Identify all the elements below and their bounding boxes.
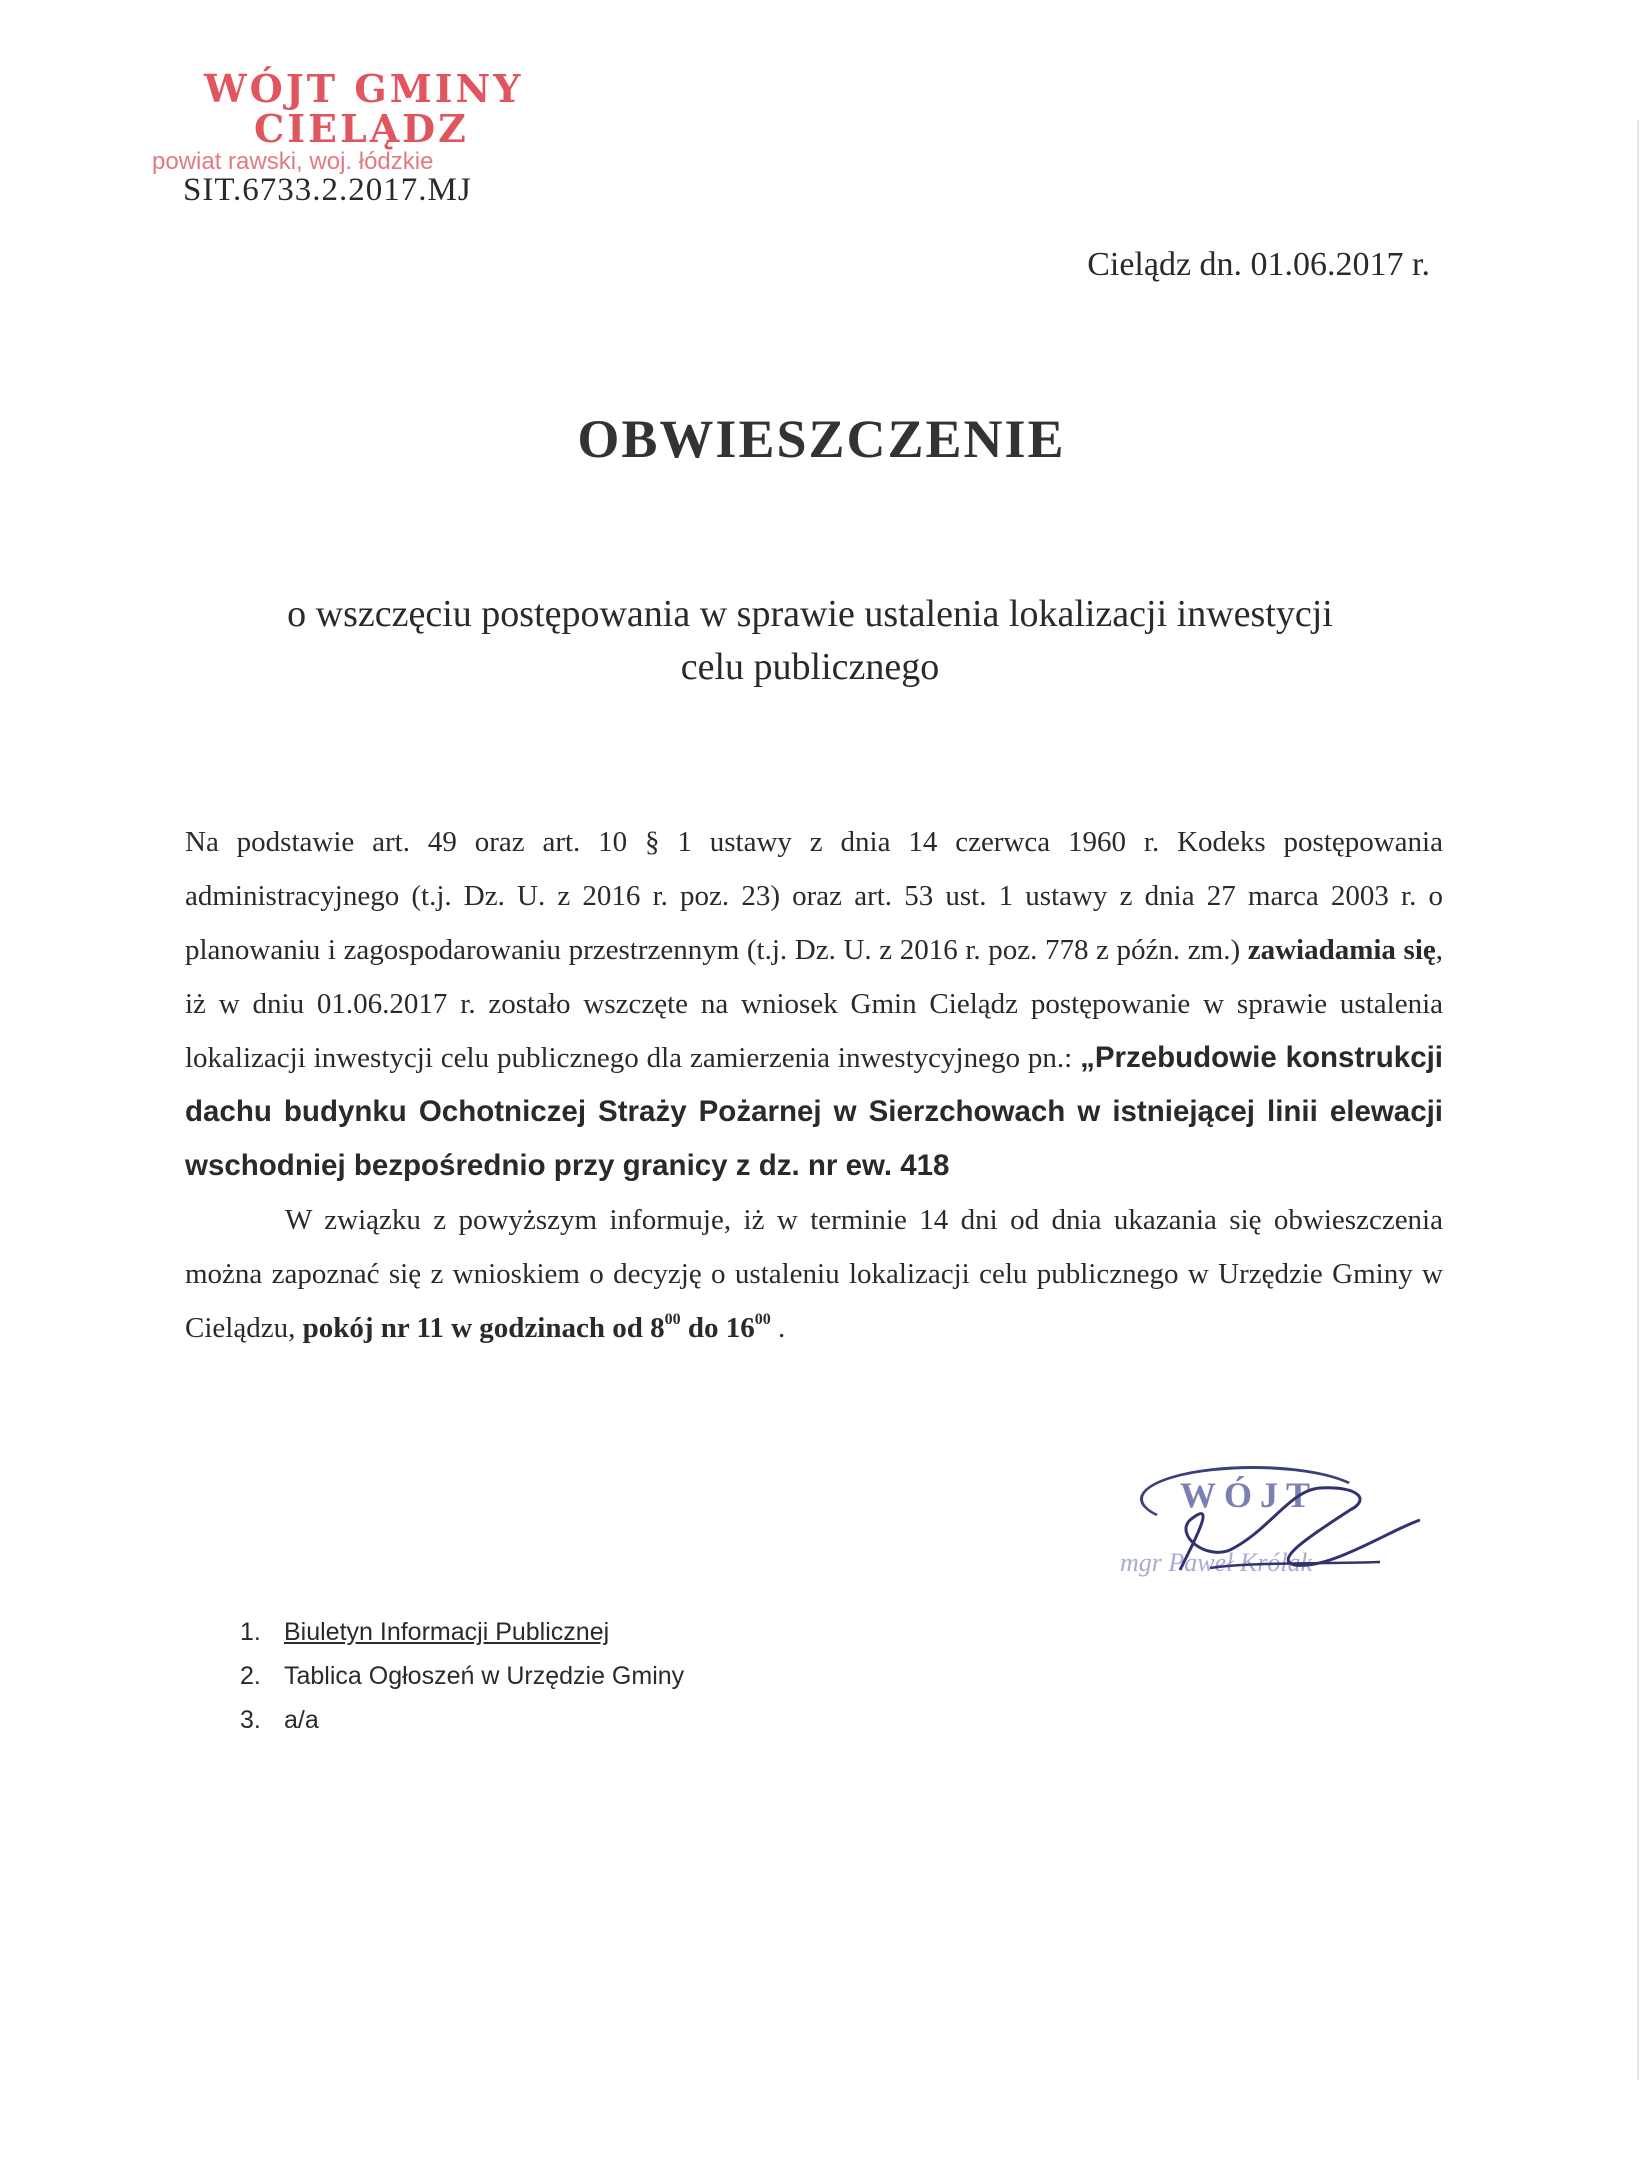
hours-end: do 16 bbox=[687, 1312, 755, 1344]
signature-stamp-text: WÓJT bbox=[1180, 1475, 1319, 1515]
case-number: SIT.6733.2.2017.MJ bbox=[183, 172, 472, 208]
subtitle-line-2: celu publicznego bbox=[680, 646, 940, 688]
body-paragraph-2 bbox=[185, 1193, 1443, 1355]
stamp-line-1: WÓJT GMINY bbox=[204, 66, 524, 111]
hours-end-minutes: 00 bbox=[754, 1311, 771, 1328]
body-paragraph-1 bbox=[185, 815, 1443, 1193]
document-subtitle bbox=[160, 588, 1460, 694]
distribution-number: 1. bbox=[240, 1618, 261, 1646]
paragraph-end: . bbox=[778, 1312, 786, 1344]
place-date: Cielądz dn. 01.06.2017 r. bbox=[1087, 246, 1430, 283]
distribution-item bbox=[240, 1698, 684, 1742]
distribution-number: 3. bbox=[240, 1706, 261, 1734]
stamp-line-3: powiat rawski, woj. łódzkie bbox=[152, 148, 434, 175]
subtitle-line-1: o wszczęciu postępowania w sprawie ustalenia lokalizacji inwestycji bbox=[287, 593, 1333, 635]
document-body bbox=[185, 815, 1443, 1355]
distribution-item bbox=[240, 1654, 684, 1698]
distribution-number: 2. bbox=[240, 1662, 261, 1690]
inspection-text: W związku z powyższym informuje, iż w terminie 14 dni od dnia ukazania się obwieszczenia można zapoznać się z wnioskiem o decyzję o ustaleniu lokalizacji celu publicznego w Urzędzie Gminy w Cielądzu, bbox=[185, 1204, 1443, 1344]
distribution-list bbox=[240, 1610, 684, 1742]
distribution-text: a/a bbox=[284, 1706, 319, 1734]
distribution-item bbox=[240, 1610, 684, 1654]
stamp-line-2: CIELĄDZ bbox=[254, 106, 469, 151]
initiation-text: , iż w dniu 01.06.2017 r. zostało wszczęte na wniosek Gmin Cielądz postępowanie w sprawie ustalenia lokalizacji inwestycji celu publicznego dla zamierzenia inwestycyjnego pn.: bbox=[185, 934, 1444, 1074]
signatory-name: mgr Paweł Królak bbox=[1120, 1548, 1313, 1577]
distribution-text: Tablica Ogłoszeń w Urzędzie Gminy bbox=[284, 1662, 685, 1690]
legal-basis-text: Na podstawie art. 49 oraz art. 10 § 1 ustawy z dnia 14 czerwca 1960 r. Kodeks postępowania administracyjnego (t.j. Dz. U. z 2016 r. poz. 23) oraz art. 53 ust. 1 ustawy z dnia 27 marca 2003 r. o planowaniu i zagospodarowaniu przestrzennym (t.j. Dz. U. z 2016 r. poz. 778 z późn. zm.) bbox=[185, 826, 1443, 966]
handwritten-signature bbox=[1120, 1460, 1440, 1600]
office-stamp bbox=[150, 58, 530, 178]
notice-verb: zawiadamia się bbox=[1247, 934, 1436, 966]
signature-block bbox=[1120, 1460, 1440, 1600]
document-title: OBWIESZCZENIE bbox=[577, 409, 1066, 469]
room-hours-start: pokój nr 11 w godzinach od 8 bbox=[302, 1312, 665, 1344]
project-name: „Przebudowie konstrukcji dachu budynku Ochotniczej Straży Pożarnej w Sierzchowach w istniejącej linii elewacji wschodniej bezpośrednio przy granicy z dz. nr ew. 418 bbox=[185, 1041, 1443, 1182]
hours-start-minutes: 00 bbox=[664, 1311, 681, 1328]
distribution-text: Biuletyn Informacji Publicznej bbox=[284, 1618, 610, 1646]
